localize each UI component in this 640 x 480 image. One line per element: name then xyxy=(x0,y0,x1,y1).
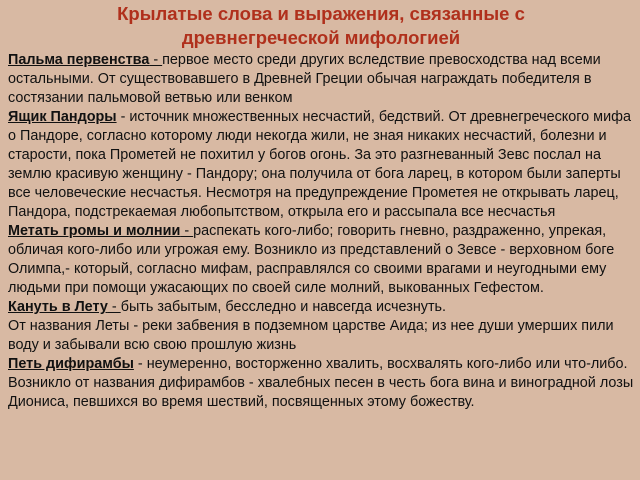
entry-dash: - xyxy=(180,223,194,239)
entry-dash: - xyxy=(107,299,121,315)
entry-term: Ящик Пандоры xyxy=(8,109,117,125)
entry-text: - неумеренно, восторженно хвалить, восхвалять кого-либо или что-либо. Возникло от названия дифирамбов - хвалебных песен в честь бога вина и виноградной лозы Диониса, певшихся во время шествий, посвященных этому божеству. xyxy=(8,356,634,410)
entry-dash: - xyxy=(149,52,163,68)
entry-term: Пальма первенства xyxy=(8,52,150,68)
entry-pandora xyxy=(8,108,634,222)
entry-text: - источник множественных несчастий, бедствий. От древнегреческого мифа о Пандоре, согласно которому люди некогда жили, не зная никаких несчастий, болезни и старости, пока Прометей не похитил у богов огонь. За это разгневанный Зевс послал на землю красивую женщину - Пандору; она получила от бога ларец, в котором были заперты все человеческие несчастья. Несмотря на предупреждение Прометея не открывать ларец, Пандора, подстрекаемая любопытством, открыла его и рассыпала все несчастья xyxy=(8,109,631,220)
entry-gromy xyxy=(8,222,634,298)
entry-text: первое место среди других вследствие превосходства над всеми остальными. От существовавшего в Древней Греции обычая награждать победителя в состязании пальмовой ветвью или венком xyxy=(8,52,601,106)
entry-leta xyxy=(8,298,634,317)
entry-palma xyxy=(8,51,634,108)
entry-text: быть забытым, бесследно и навсегда исчезнуть. xyxy=(120,299,447,315)
entry-term: Кануть в Лету xyxy=(8,299,108,315)
entry-text: распекать кого-либо; говорить гневно, раздраженно, упрекая, обличая кого-либо или угрожая ему. Возникло из представлений о Зевсе - верховном боге Олимпа,- который, согласно мифам, расправлялся со своими врагами и неугодными ему людьми при помощи ужасающих по своей силе молний, выкованных Гефестом. xyxy=(8,223,615,296)
slide-body xyxy=(8,51,634,412)
title-line-2: древнегреческой мифологией xyxy=(181,27,461,48)
title-line-1: Крылатые слова и выражения, связанные с xyxy=(117,3,525,24)
entry-text: От названия Леты - реки забвения в подземном царстве Аида; из нее души умерших пили воду и забывали всю свою прошлую жизнь xyxy=(8,318,614,353)
entry-leta-origin xyxy=(8,317,634,355)
entry-difiramby xyxy=(8,355,634,412)
entry-term: Петь дифирамбы xyxy=(8,356,134,372)
entry-term: Метать громы и молнии xyxy=(8,223,181,239)
slide-title xyxy=(8,2,634,50)
